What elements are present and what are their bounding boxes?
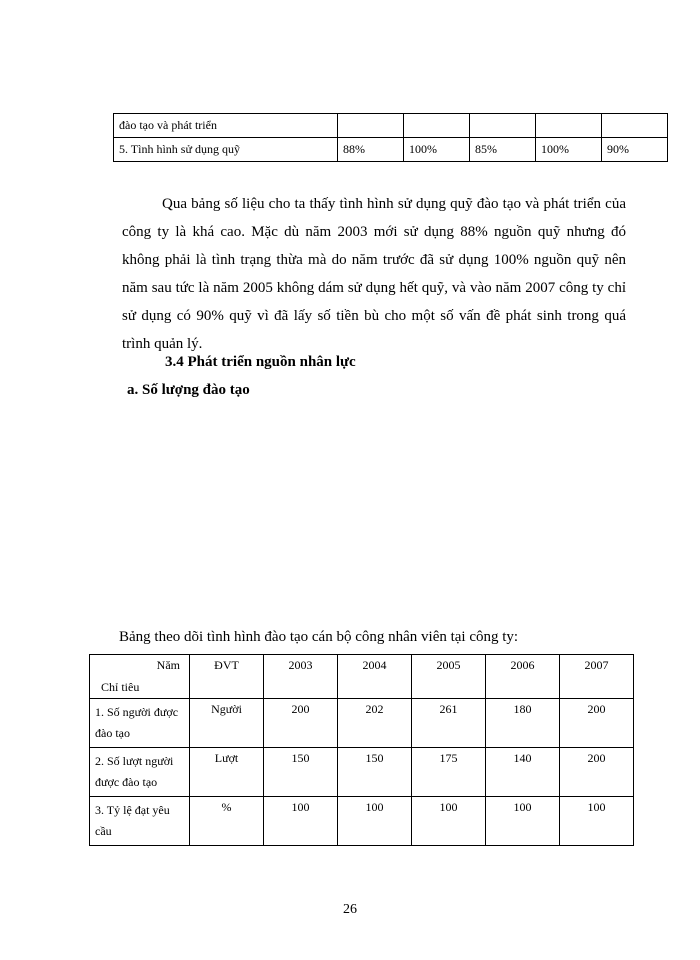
unit-cell: Lượt <box>190 748 264 797</box>
paragraph-text: Qua bảng số liệu cho ta thấy tình hình sử dụng quỹ đào tạo và phát triển của công ty là khá cao. Mặc dù năm 2003 mới sử dụng 88% nguồn quỹ nhưng đó không phải là tình trạng thừa mà do năm trước đã sử dụng 100% nguồn quỹ nên năm sau tức là năm 2005 không dám sử dụng hết quỹ, và vào năm 2007 công ty chỉ sử dụng có 90% quỹ vì đã lấy số tiền bù cho một số vấn đề phát sinh trong quá trình quản lý. <box>122 196 626 352</box>
table-row <box>114 138 668 162</box>
table-cell: 85% <box>470 138 536 162</box>
table-row <box>90 797 634 846</box>
table-cell: 175 <box>412 748 486 797</box>
table-cell <box>536 114 602 138</box>
table-cell: 202 <box>338 699 412 748</box>
table-row <box>90 748 634 797</box>
table-cell <box>404 114 470 138</box>
table-cell: 100% <box>404 138 470 162</box>
table-header-row <box>90 655 634 699</box>
header-corner-cell <box>90 655 190 699</box>
header-item-label: Chỉ tiêu <box>101 680 140 694</box>
subsection-heading: a. Số lượng đào tạo <box>127 382 250 398</box>
year-header: 2004 <box>338 655 412 699</box>
table-caption: Bảng theo dõi tình hình đào tạo cán bộ công nhân viên tại công ty: <box>119 629 519 645</box>
table-cell: 100 <box>560 797 634 846</box>
table-cell: 100 <box>264 797 338 846</box>
table-cell <box>602 114 668 138</box>
table-row <box>90 699 634 748</box>
table-cell: 100% <box>536 138 602 162</box>
table-cell: 88% <box>338 138 404 162</box>
table-cell: 261 <box>412 699 486 748</box>
unit-cell: Người <box>190 699 264 748</box>
table-cell <box>470 114 536 138</box>
table-cell: 150 <box>264 748 338 797</box>
row-label: đào tạo và phát triển <box>114 114 338 138</box>
row-label: 2. Số lượt người được đào tạo <box>90 748 190 797</box>
table-cell: 100 <box>338 797 412 846</box>
year-header: 2006 <box>486 655 560 699</box>
unit-cell: % <box>190 797 264 846</box>
table-row <box>114 114 668 138</box>
table-cell: 200 <box>560 699 634 748</box>
unit-header: ĐVT <box>190 655 264 699</box>
year-header: 2003 <box>264 655 338 699</box>
table-cell: 140 <box>486 748 560 797</box>
fund-usage-table <box>113 113 668 162</box>
training-table <box>89 654 634 846</box>
table-cell <box>338 114 404 138</box>
year-header: 2007 <box>560 655 634 699</box>
row-label: 1. Số người được đào tạo <box>90 699 190 748</box>
table-cell: 100 <box>486 797 560 846</box>
page-number: 26 <box>343 902 357 917</box>
table-cell: 100 <box>412 797 486 846</box>
header-year-label: Năm <box>156 658 180 672</box>
table-cell: 200 <box>560 748 634 797</box>
table-cell: 150 <box>338 748 412 797</box>
table-cell: 180 <box>486 699 560 748</box>
body-paragraph <box>122 190 626 358</box>
section-heading: 3.4 Phát triển nguồn nhân lực <box>165 354 356 370</box>
row-label: 5. Tình hình sử dụng quỹ <box>114 138 338 162</box>
row-label: 3. Tỷ lệ đạt yêu cầu <box>90 797 190 846</box>
table-cell: 200 <box>264 699 338 748</box>
table-cell: 90% <box>602 138 668 162</box>
year-header: 2005 <box>412 655 486 699</box>
